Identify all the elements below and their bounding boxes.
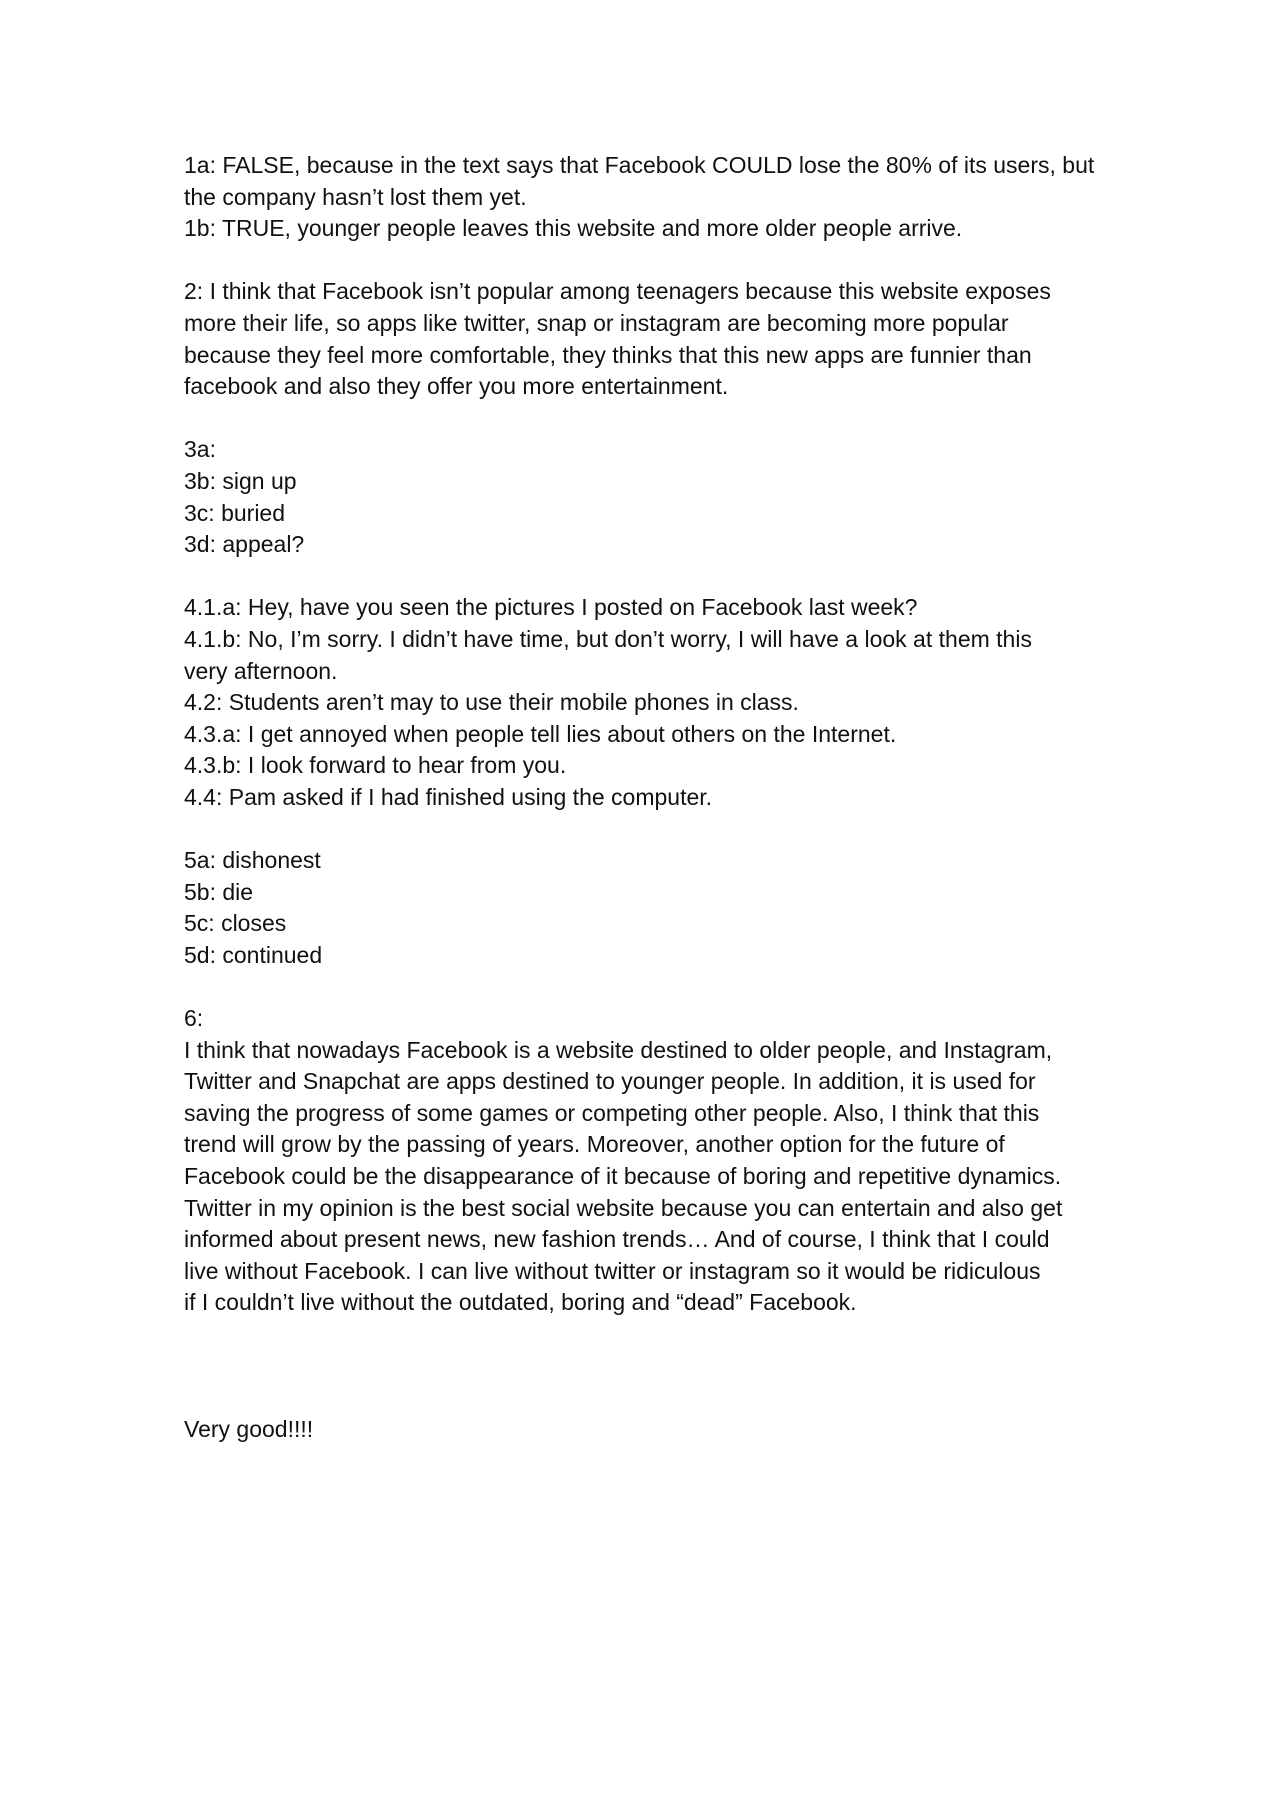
text-line: Facebook could be the disappearance of it because of boring and repetitive dynamics. (184, 1163, 1062, 1189)
text-line: more their life, so apps like twitter, snap or instagram are becoming more popular (184, 309, 1009, 336)
text-line: Twitter in my opinion is the best social website because you can entertain and also get (184, 1194, 1063, 1221)
answer-2 (184, 276, 1104, 402)
answer-5 (184, 845, 1104, 971)
text-line: if I couldn’t live without the outdated, boring and “dead” Facebook. (184, 1289, 857, 1316)
text-line: 1b: TRUE, younger people leaves this website and more older people arrive. (184, 215, 963, 242)
text-line: 4.3.a: I get annoyed when people tell lies about others on the Internet. (184, 720, 897, 747)
paragraph-gap (184, 403, 1104, 435)
text-line: 5d: continued (184, 941, 323, 968)
text-line: because they feel more comfortable, they thinks that this new apps are funnier than (184, 341, 1032, 368)
text-line: facebook and also they offer you more entertainment. (184, 373, 729, 400)
text-line: 6: (184, 1005, 204, 1032)
paragraph-gap (184, 245, 1104, 277)
answer-6 (184, 1003, 1104, 1319)
answer-3 (184, 434, 1104, 560)
document-body (184, 150, 1104, 1445)
text-line: 3a: (184, 436, 216, 463)
text-line: very afternoon. (184, 657, 338, 684)
teacher-comment: Very good!!!! (184, 1415, 314, 1442)
answer-4 (184, 592, 1104, 813)
text-line: Twitter and Snapchat are apps destined to younger people. In addition, it is used for (184, 1068, 1036, 1095)
text-line: live without Facebook. I can live without twitter or instagram so it would be ridiculous (184, 1257, 1041, 1284)
text-line: 5a: dishonest (184, 847, 321, 874)
text-line: 4.2: Students aren’t may to use their mobile phones in class. (184, 689, 799, 716)
text-line: the company hasn’t lost them yet. (184, 183, 527, 210)
text-line: trend will grow by the passing of years. Moreover, another option for the future of (184, 1131, 1005, 1158)
text-line: 3d: appeal? (184, 531, 305, 558)
paragraph-gap (184, 1319, 1104, 1414)
text-line: 3b: sign up (184, 467, 297, 494)
text-line: 4.1.b: No, I’m sorry. I didn’t have time, but don’t worry, I will have a look at them this (184, 625, 1032, 652)
text-line: 2: I think that Facebook isn’t popular among teenagers because this website exposes (184, 278, 1051, 305)
text-line: 4.4: Pam asked if I had finished using the computer. (184, 783, 713, 810)
text-line: informed about present news, new fashion trends… And of course, I think that I could (184, 1226, 1050, 1253)
text-line: 5b: die (184, 878, 254, 905)
text-line: I think that nowadays Facebook is a website destined to older people, and Instagram, (184, 1036, 1053, 1063)
paragraph-gap (184, 561, 1104, 593)
answer-1 (184, 150, 1104, 245)
text-line: 4.1.a: Hey, have you seen the pictures I posted on Facebook last week? (184, 594, 918, 621)
text-line: 4.3.b: I look forward to hear from you. (184, 752, 567, 779)
paragraph-gap (184, 971, 1104, 1003)
text-line: saving the progress of some games or competing other people. Also, I think that this (184, 1099, 1040, 1126)
text-line: 1a: FALSE, because in the text says that Facebook COULD lose the 80% of its users, but (184, 152, 1095, 178)
text-line: 5c: closes (184, 910, 287, 937)
text-line: 3c: buried (184, 499, 286, 526)
paragraph-gap (184, 813, 1104, 845)
